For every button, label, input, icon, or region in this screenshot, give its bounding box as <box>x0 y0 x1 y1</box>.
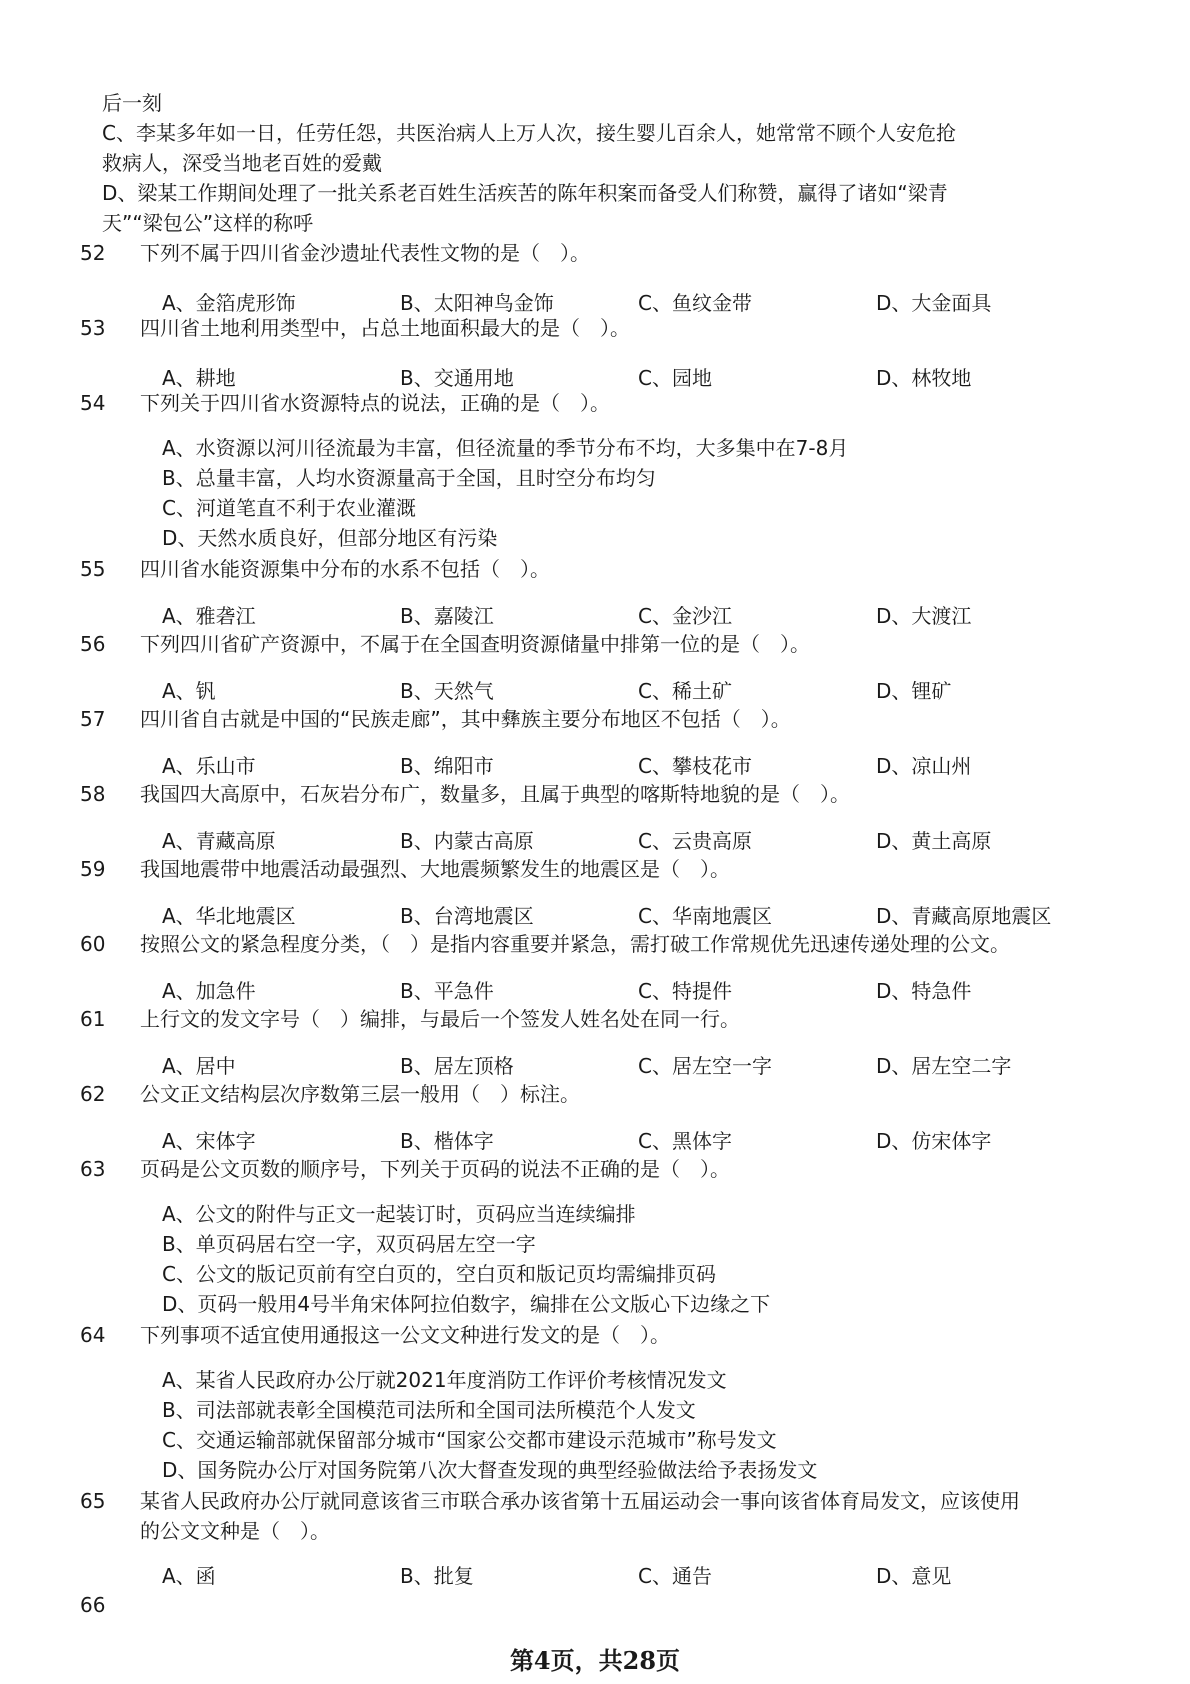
option-c: C、特提件 <box>638 979 732 1003</box>
option-c: C、云贵高原 <box>638 829 752 853</box>
option-c: C、园地 <box>638 366 712 390</box>
question-stem: 我国地震带中地震活动最强烈、大地震频繁发生的地震区是（ ）。 <box>140 857 730 881</box>
option-c-continued: 救病人，深受当地老百姓的爱戴 <box>102 151 382 175</box>
option-b: B、批复 <box>400 1564 474 1588</box>
option-d: D、特急件 <box>876 979 972 1003</box>
question-stem: 公文正文结构层次序数第三层一般用（ ）标注。 <box>140 1082 580 1106</box>
question-stem: 下列四川省矿产资源中，不属于在全国查明资源储量中排第一位的是（ ）。 <box>140 632 810 656</box>
option-d: D、居左空二字 <box>876 1054 1012 1078</box>
option-a: A、水资源以河川径流最为丰富，但径流量的季节分布不均，大多集中在7-8月 <box>162 436 849 460</box>
option-c: C、金沙江 <box>638 604 732 628</box>
option-b: B、天然气 <box>400 679 494 703</box>
question-number: 54 <box>80 391 106 415</box>
option-d: D、国务院办公厅对国务院第八次大督查发现的典型经验做法给予表扬发文 <box>162 1458 818 1482</box>
question-number: 64 <box>80 1323 106 1347</box>
option-d: D、林牧地 <box>876 366 972 390</box>
option-a: A、华北地震区 <box>162 904 296 928</box>
question-number: 52 <box>80 241 106 265</box>
option-b: B、交通用地 <box>400 366 514 390</box>
option-c: C、交通运输部就保留部分城市“国家公交都市建设示范城市”称号发文 <box>162 1428 777 1452</box>
question-number: 58 <box>80 782 106 806</box>
text-line: 后一刻 <box>102 91 162 115</box>
question-stem: 按照公文的紧急程度分类，（ ）是指内容重要并紧急，需打破工作常规优先迅速传递处理的公文。 <box>140 932 1010 956</box>
options-row <box>162 976 1062 1006</box>
option-c: C、黑体字 <box>638 1129 732 1153</box>
question-number: 63 <box>80 1157 106 1181</box>
question-stem-line: 某省人民政府办公厅就同意该省三市联合承办该省第十五届运动会一事向该省体育局发文，应该使用 <box>140 1489 1020 1513</box>
option-d: D、仿宋体字 <box>876 1129 992 1153</box>
option-b: B、总量丰富，人均水资源量高于全国，且时空分布均匀 <box>162 466 656 490</box>
question-stem: 下列不属于四川省金沙遗址代表性文物的是（ ）。 <box>140 241 590 265</box>
option-d: D、锂矿 <box>876 679 952 703</box>
option-d: D、意见 <box>876 1564 952 1588</box>
option-b: B、台湾地震区 <box>400 904 534 928</box>
options-list <box>162 1199 1062 1319</box>
options-list <box>162 1365 1062 1485</box>
option-b: B、楷体字 <box>400 1129 494 1153</box>
options-row <box>162 826 1062 856</box>
option-d: D、凉山州 <box>876 754 972 778</box>
question-stem: 我国四大高原中，石灰岩分布广，数量多，且属于典型的喀斯特地貌的是（ ）。 <box>140 782 850 806</box>
option-d: D、页码一般用4号半角宋体阿拉伯数字，编排在公文版心下边缘之下 <box>162 1292 771 1316</box>
options-row <box>162 1126 1062 1156</box>
question-stem-line: 的公文文种是（ ）。 <box>140 1519 330 1543</box>
previous-question-continuation <box>102 88 1042 238</box>
option-b: B、平急件 <box>400 979 494 1003</box>
option-d: D、梁某工作期间处理了一批关系老百姓生活疾苦的陈年积案而备受人们称赞，赢得了诸如“梁青 <box>102 181 948 205</box>
question-stem: 四川省自古就是中国的“民族走廊”，其中彝族主要分布地区不包括（ ）。 <box>140 707 791 731</box>
option-b: B、内蒙古高原 <box>400 829 534 853</box>
option-d: D、大金面具 <box>876 291 992 315</box>
option-a: A、宋体字 <box>162 1129 256 1153</box>
question-number: 62 <box>80 1082 106 1106</box>
question-stem <box>140 1486 1070 1546</box>
option-b: B、嘉陵江 <box>400 604 494 628</box>
option-c: C、李某多年如一日，任劳任怨，共医治病人上万人次，接生婴儿百余人，她常常不顾个人安危抢 <box>102 121 956 145</box>
option-d: D、天然水质良好，但部分地区有污染 <box>162 526 498 550</box>
options-row <box>162 751 1062 781</box>
options-row <box>162 901 1062 931</box>
option-a: A、函 <box>162 1564 216 1588</box>
option-b: B、绵阳市 <box>400 754 494 778</box>
question-number: 53 <box>80 316 106 340</box>
question-number: 61 <box>80 1007 106 1031</box>
question-stem: 四川省土地利用类型中，占总土地面积最大的是（ ）。 <box>140 316 630 340</box>
option-a: A、耕地 <box>162 366 236 390</box>
option-c: C、河道笔直不利于农业灌溉 <box>162 496 416 520</box>
option-c: C、攀枝花市 <box>638 754 752 778</box>
option-b: B、单页码居右空一字，双页码居左空一字 <box>162 1232 536 1256</box>
option-a: A、公文的附件与正文一起装订时，页码应当连续编排 <box>162 1202 636 1226</box>
option-a: A、金箔虎形饰 <box>162 291 296 315</box>
option-d: D、大渡江 <box>876 604 972 628</box>
question-number: 56 <box>80 632 106 656</box>
option-a: A、青藏高原 <box>162 829 276 853</box>
question-stem: 上行文的发文字号（ ）编排，与最后一个签发人姓名处在同一行。 <box>140 1007 740 1031</box>
question-stem: 页码是公文页数的顺序号，下列关于页码的说法不正确的是（ ）。 <box>140 1157 730 1181</box>
question-stem: 下列事项不适宜使用通报这一公文文种进行发文的是（ ）。 <box>140 1323 670 1347</box>
options-row <box>162 676 1062 706</box>
option-c: C、华南地震区 <box>638 904 772 928</box>
question-number: 66 <box>80 1593 106 1617</box>
options-row <box>162 1561 1062 1591</box>
question-number: 60 <box>80 932 106 956</box>
question-number: 65 <box>80 1489 106 1513</box>
option-a: A、钒 <box>162 679 216 703</box>
page-footer: 第4页，共28页 <box>509 1646 681 1675</box>
question-stem: 下列关于四川省水资源特点的说法，正确的是（ ）。 <box>140 391 610 415</box>
option-d: D、青藏高原地震区 <box>876 904 1052 928</box>
option-a: A、居中 <box>162 1054 236 1078</box>
option-c: C、稀土矿 <box>638 679 732 703</box>
option-b: B、居左顶格 <box>400 1054 514 1078</box>
option-c: C、公文的版记页前有空白页的，空白页和版记页均需编排页码 <box>162 1262 716 1286</box>
option-c: C、居左空一字 <box>638 1054 772 1078</box>
option-d-continued: 天”“梁包公”这样的称呼 <box>102 211 314 235</box>
option-d: D、黄土高原 <box>876 829 992 853</box>
options-list <box>162 433 1062 553</box>
option-a: A、雅砻江 <box>162 604 256 628</box>
option-a: A、乐山市 <box>162 754 256 778</box>
options-row <box>162 601 1062 631</box>
options-row <box>162 1051 1062 1081</box>
option-b: B、司法部就表彰全国模范司法所和全国司法所模范个人发文 <box>162 1398 696 1422</box>
question-number: 57 <box>80 707 106 731</box>
option-a: A、加急件 <box>162 979 256 1003</box>
option-b: B、太阳神鸟金饰 <box>400 291 554 315</box>
question-stem: 四川省水能资源集中分布的水系不包括（ ）。 <box>140 557 550 581</box>
question-number: 55 <box>80 557 106 581</box>
option-c: C、通告 <box>638 1564 712 1588</box>
option-a: A、某省人民政府办公厅就2021年度消防工作评价考核情况发文 <box>162 1368 727 1392</box>
option-c: C、鱼纹金带 <box>638 291 752 315</box>
question-number: 59 <box>80 857 106 881</box>
